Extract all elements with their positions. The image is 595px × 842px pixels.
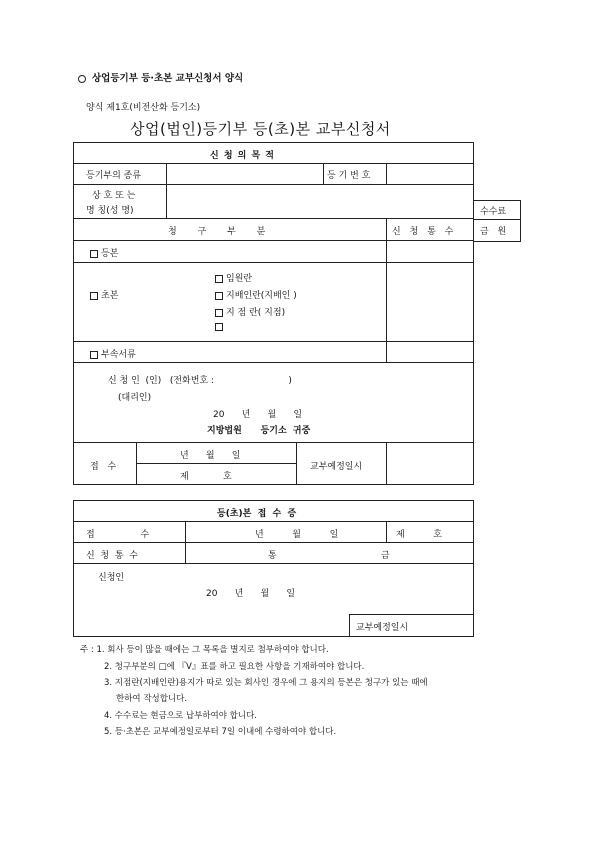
- checkbox-icon[interactable]: [215, 292, 223, 300]
- receipt-date-line: 20 년 월 일: [206, 589, 296, 599]
- receipt-scheduled-issue: 교부예정일시: [356, 623, 409, 633]
- full-copy-option[interactable]: [90, 246, 118, 259]
- attachments-label: 부속서류: [101, 350, 136, 360]
- option-label: 임원란: [226, 274, 253, 284]
- notes: [80, 643, 329, 655]
- trade-name-label-1: 상 호 또 는: [92, 191, 136, 201]
- trade-name-label-2: 명 칭(성 명): [86, 206, 134, 216]
- note-item: 2. 청구부분의 □에 『V』표를 하고 필요한 사항을 기재하여야 합니다.: [104, 662, 365, 672]
- agent-label: (대리인): [118, 393, 152, 403]
- purpose-header: 신 청 의 목 적: [210, 151, 276, 161]
- option-label: 지배인란(지배인 ): [226, 291, 297, 301]
- extract-option-blank[interactable]: [215, 322, 226, 332]
- receipt-number: 제 호: [396, 530, 442, 540]
- scheduled-issue-label: 교부예정일시: [310, 462, 363, 472]
- note-item: 5. 등·초본은 교부예정일로부터 7일 이내에 수령하여야 합니다.: [104, 727, 337, 737]
- option-label: 지 점 란( 지점): [226, 308, 286, 318]
- copy-count-header: 신 청 통 수: [392, 227, 454, 237]
- copies-unit: 통: [268, 551, 277, 561]
- checkbox-icon[interactable]: [90, 351, 98, 359]
- note-item: 4. 수수료는 현금으로 납부하여야 합니다.: [104, 711, 257, 721]
- notes-prefix: 주 : 1.: [80, 645, 105, 655]
- full-copy-label: 등본: [101, 249, 119, 259]
- amount-header: 금 원: [480, 227, 507, 237]
- receipt-label: 접 수: [90, 462, 117, 472]
- note-item: 한하여 작성합니다.: [116, 694, 188, 704]
- checkbox-icon[interactable]: [215, 275, 223, 283]
- fee-label: 수수료: [480, 207, 507, 217]
- court-line: 지방법원 등기소 귀중: [207, 426, 311, 436]
- extract-option-branch[interactable]: [215, 305, 285, 318]
- form-label: 양식 제1호(비전산화 등기소): [86, 103, 201, 113]
- checkbox-icon[interactable]: [215, 309, 223, 317]
- receipt-received-label: 접 수: [86, 530, 150, 540]
- note-item: 3. 지점란(지배인란)용지가 따로 있는 회사인 경우에 그 용지의 등본은 청구가 있는 때에: [104, 678, 428, 688]
- registry-number-label: 등 기 번 호: [327, 171, 371, 181]
- section-heading: 상업등기부 등·초본 교부신청서 양식: [78, 70, 243, 84]
- receipt-applicant-label: 신청인: [98, 573, 125, 583]
- registry-type-label: 등기부의 종류: [86, 171, 142, 181]
- note-item: 회사 등이 많을 때에는 그 목록을 별지로 첨부하여야 합니다.: [107, 645, 329, 655]
- date-line: 20 년 월 일: [213, 410, 303, 420]
- extract-option[interactable]: [90, 288, 118, 301]
- copy-count-label: 신 청 통 수: [86, 551, 138, 561]
- receipt-date: 년 월 일: [180, 451, 241, 461]
- circle-bullet-icon: [78, 75, 86, 83]
- receipt-date: 년 월 일: [255, 530, 339, 540]
- request-part-header: 청 구 부 분: [168, 227, 266, 237]
- applicant-label: 신 청 인 (인) (전화번호 : ): [108, 376, 292, 386]
- amount-unit: 금: [381, 551, 390, 561]
- checkbox-icon[interactable]: [90, 250, 98, 258]
- checkbox-icon[interactable]: [215, 323, 223, 331]
- checkbox-icon[interactable]: [90, 292, 98, 300]
- attachments-option[interactable]: [90, 347, 136, 360]
- receipt-header: 등(초)본 접 수 증: [217, 509, 297, 519]
- extract-label: 초본: [101, 291, 119, 301]
- receipt-number: 제 호: [180, 472, 232, 482]
- extract-option-manager[interactable]: [215, 288, 297, 301]
- extract-option-officers[interactable]: [215, 271, 252, 284]
- form-title: 상업(법인)등기부 등(초)본 교부신청서: [130, 120, 391, 138]
